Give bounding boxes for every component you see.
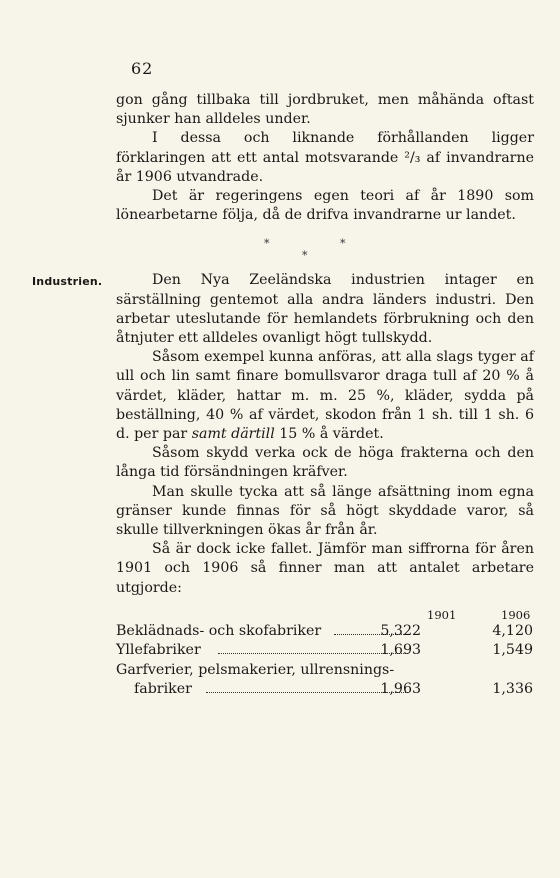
paragraph: Såsom skydd verka ock de höga frakterna och den långa tid försändningen kräfver.: [116, 445, 534, 481]
value-1906: 1,549: [492, 642, 533, 659]
row-label: Beklädnads- och skofabriker: [116, 622, 322, 639]
italic-phrase: samt därtill: [191, 426, 275, 443]
paragraph: I dessa och liknande förhållanden ligger förklaringen att ett antal motsvarande ²/₃ af invandrarne år 1906 utvandrade.: [116, 130, 534, 185]
paragraph: gon gång tillbaka till jordbruket, men måhända oftast sjunker han alldeles under.: [116, 92, 534, 128]
value-1901: 1,963: [380, 681, 421, 698]
value-1901: 1,693: [380, 642, 421, 659]
margin-heading: Industrien.: [32, 275, 103, 289]
table-row: [116, 622, 534, 642]
table-row: [116, 641, 534, 661]
table-header: [116, 604, 534, 622]
paragraph: Den Nya Zeeländska industrien intager en särställning gentemot alla andra länders industri. Den arbetar uteslutande för hemlandets förbrukning och den åtnjuter ett alldeles ovanligt högt tullskydd.: [116, 272, 534, 347]
row-label: Garfverier, pelsmakerier, ullrensnings-: [116, 661, 395, 678]
row-label: Yllefabriker: [116, 642, 201, 659]
value-1906: 1,336: [492, 681, 533, 698]
paragraph-text: Såsom exempel kunna anföras, att alla slags tyger af ull och lin samt finare bomullsvaror draga tull af 20 % å värdet, kläder, hattar m. m. 25 %, kläder, sydda på beställning, 40 % af värdet, skodon från 1 sh. till 1 sh. 6 d. per par: [116, 349, 534, 443]
asterisk: *: [302, 249, 308, 263]
column-header-1901: 1901: [427, 607, 457, 622]
table-row: [116, 680, 534, 700]
asterisk: *: [340, 237, 346, 251]
paragraph: [116, 348, 534, 444]
paragraph: Det är regeringens egen teori af år 1890 som lönearbetarne följa, då de drifva invandrarne ur landet.: [116, 188, 534, 224]
asterisk: *: [264, 237, 270, 251]
paragraph-tail: 15 % å värdet.: [274, 426, 384, 443]
row-label: fabriker: [134, 681, 192, 698]
column-header-1906: 1906: [501, 607, 531, 622]
table-row: [116, 661, 534, 681]
industry-section: [32, 271, 534, 699]
paragraph: Man skulle tycka att så länge afsättning inom egna gränser kunde finnas för så högt skyddade varor, så skulle tillverkningen ökas år från år.: [116, 483, 534, 539]
dot-leader: [206, 692, 408, 693]
body-text: [32, 91, 534, 700]
paragraph: Så är dock icke fallet. Jämför man siffrorna för åren 1901 och 1906 så finner man att antalet arbetare utgjorde:: [116, 541, 534, 596]
value-1901: 5,322: [380, 622, 421, 639]
page-number: 62: [131, 59, 154, 78]
value-1906: 4,120: [492, 622, 533, 639]
section-separator: [116, 225, 534, 263]
workers-table: [116, 604, 534, 700]
